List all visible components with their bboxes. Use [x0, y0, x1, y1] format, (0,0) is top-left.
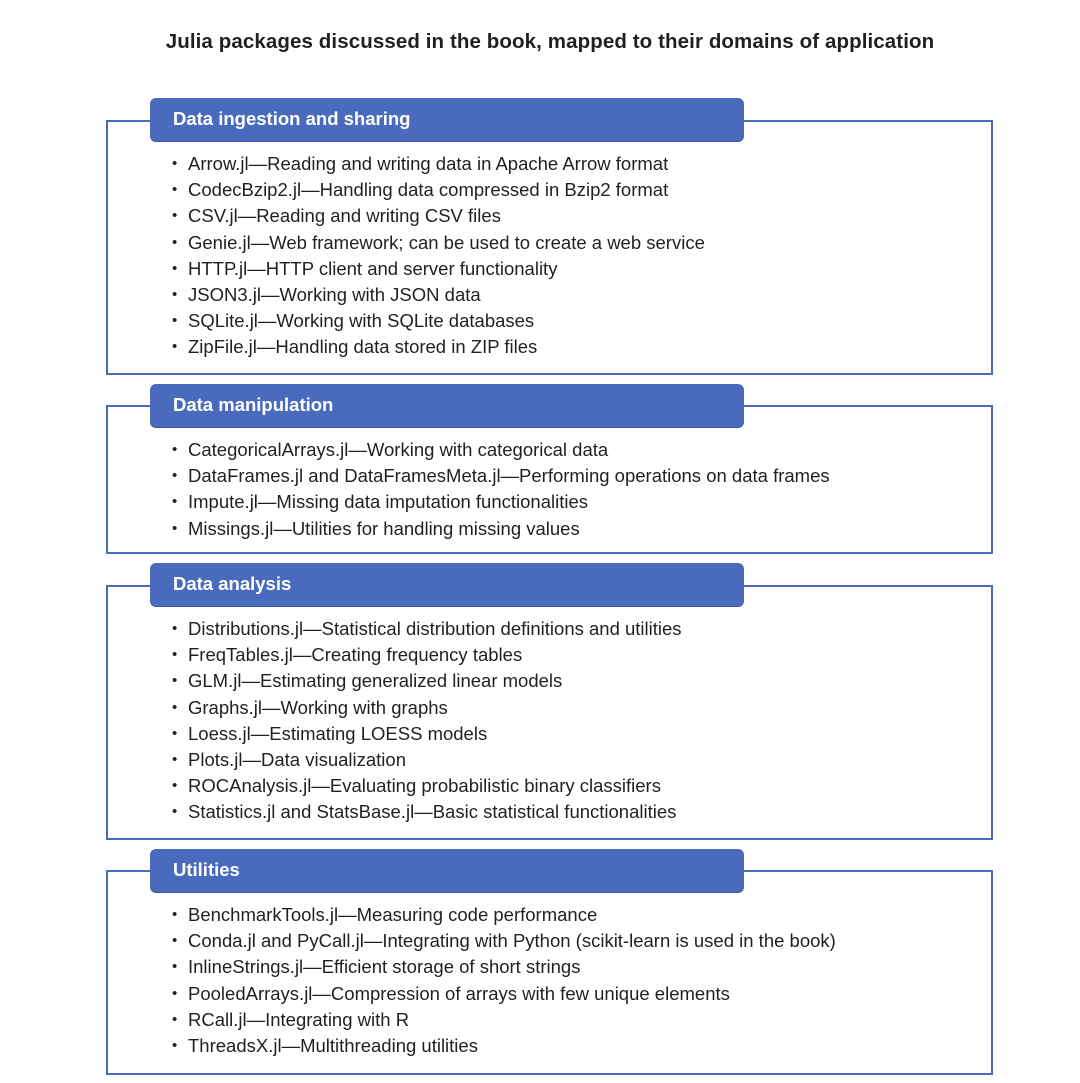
list-item — [172, 437, 830, 463]
bullet-icon: • — [172, 338, 178, 356]
list-item-text: GLM.jl—Estimating generalized linear models — [188, 670, 563, 692]
bullet-icon: • — [172, 958, 178, 976]
bullet-icon: • — [172, 1036, 178, 1054]
bullet-icon: • — [172, 777, 178, 795]
list-item — [172, 799, 682, 825]
list-item-text: PooledArrays.jl—Compression of arrays with few unique elements — [188, 982, 730, 1004]
list-item-text: Arrow.jl—Reading and writing data in Apache Arrow format — [188, 153, 669, 174]
list-item-text: DataFrames.jl and DataFramesMeta.jl—Performing operations on data frames — [188, 465, 830, 487]
list-item — [172, 747, 682, 773]
list-item — [172, 902, 836, 928]
list-item — [172, 151, 705, 177]
bullet-icon: • — [172, 724, 178, 742]
list-item-text: Missings.jl—Utilities for handling missing values — [188, 517, 580, 539]
list-item — [172, 721, 682, 747]
list-item-text: Conda.jl and PyCall.jl—Integrating with Python (scikit-learn is used in the book) — [188, 930, 836, 952]
bullet-icon: • — [172, 519, 178, 537]
bullet-icon: • — [172, 285, 178, 303]
package-list — [172, 616, 682, 826]
section-heading: Data ingestion and sharing — [150, 98, 744, 141]
list-item — [172, 616, 682, 642]
list-item-text: Distributions.jl—Statistical distribution definitions and utilities — [188, 618, 682, 639]
list-item — [172, 489, 830, 515]
list-item-text: Statistics.jl and StatsBase.jl—Basic statistical functionalities — [188, 801, 677, 823]
bullet-icon: • — [172, 1010, 178, 1028]
list-item-text: JSON3.jl—Working with JSON data — [188, 283, 481, 305]
bullet-icon: • — [172, 233, 178, 251]
package-list — [172, 902, 836, 1059]
section-heading: Utilities — [150, 849, 744, 892]
bullet-icon: • — [172, 620, 178, 637]
list-item-text: ZipFile.jl—Handling data stored in ZIP files — [188, 336, 538, 358]
diagram-title: Julia packages discussed in the book, mapped to their domains of application — [165, 30, 935, 53]
list-item — [172, 334, 705, 360]
package-list — [172, 437, 830, 542]
bullet-icon: • — [172, 984, 178, 1002]
list-item-text: InlineStrings.jl—Efficient storage of short strings — [188, 956, 581, 978]
bullet-icon: • — [172, 750, 178, 768]
list-item-text: BenchmarkTools.jl—Measuring code performance — [188, 904, 598, 925]
list-item — [172, 928, 836, 954]
list-item — [172, 203, 705, 229]
bullet-icon: • — [172, 207, 178, 225]
list-item-text: Genie.jl—Web framework; can be used to create a web service — [188, 231, 705, 253]
list-item-text: Graphs.jl—Working with graphs — [188, 696, 448, 718]
list-item-text: Loess.jl—Estimating LOESS models — [188, 722, 488, 744]
bullet-icon: • — [172, 672, 178, 690]
list-item-text: CSV.jl—Reading and writing CSV files — [188, 205, 501, 227]
bullet-icon: • — [172, 312, 178, 330]
bullet-icon: • — [172, 467, 178, 485]
list-item — [172, 256, 705, 282]
list-item — [172, 282, 705, 308]
section-heading: Data manipulation — [150, 384, 744, 427]
bullet-icon: • — [172, 493, 178, 511]
bullet-icon: • — [172, 646, 178, 664]
list-item-text: CategoricalArrays.jl—Working with categorical data — [188, 439, 609, 460]
list-item-text: RCall.jl—Integrating with R — [188, 1008, 410, 1030]
list-item-text: ThreadsX.jl—Multithreading utilities — [188, 1034, 478, 1056]
bullet-icon: • — [172, 906, 178, 923]
package-list — [172, 151, 705, 361]
list-item-text: Impute.jl—Missing data imputation functionalities — [188, 491, 588, 513]
list-item — [172, 695, 682, 721]
list-item — [172, 981, 836, 1007]
list-item — [172, 668, 682, 694]
list-item — [172, 463, 830, 489]
list-item — [172, 642, 682, 668]
bullet-icon: • — [172, 441, 178, 458]
list-item — [172, 308, 705, 334]
bullet-icon: • — [172, 698, 178, 716]
list-item-text: SQLite.jl—Working with SQLite databases — [188, 310, 535, 332]
bullet-icon: • — [172, 932, 178, 950]
list-item-text: ROCAnalysis.jl—Evaluating probabilistic binary classifiers — [188, 775, 661, 797]
list-item-text: Plots.jl—Data visualization — [188, 748, 406, 770]
bullet-icon: • — [172, 155, 178, 172]
list-item-text: CodecBzip2.jl—Handling data compressed in Bzip2 format — [188, 179, 669, 201]
list-item — [172, 1033, 836, 1059]
section-heading: Data analysis — [150, 563, 744, 606]
list-item — [172, 230, 705, 256]
list-item-text: HTTP.jl—HTTP client and server functionality — [188, 257, 558, 279]
list-item-text: FreqTables.jl—Creating frequency tables — [188, 644, 523, 666]
list-item — [172, 1007, 836, 1033]
list-item — [172, 954, 836, 980]
list-item — [172, 516, 830, 542]
list-item — [172, 177, 705, 203]
list-item — [172, 773, 682, 799]
bullet-icon: • — [172, 803, 178, 821]
bullet-icon: • — [172, 181, 178, 199]
bullet-icon: • — [172, 259, 178, 277]
